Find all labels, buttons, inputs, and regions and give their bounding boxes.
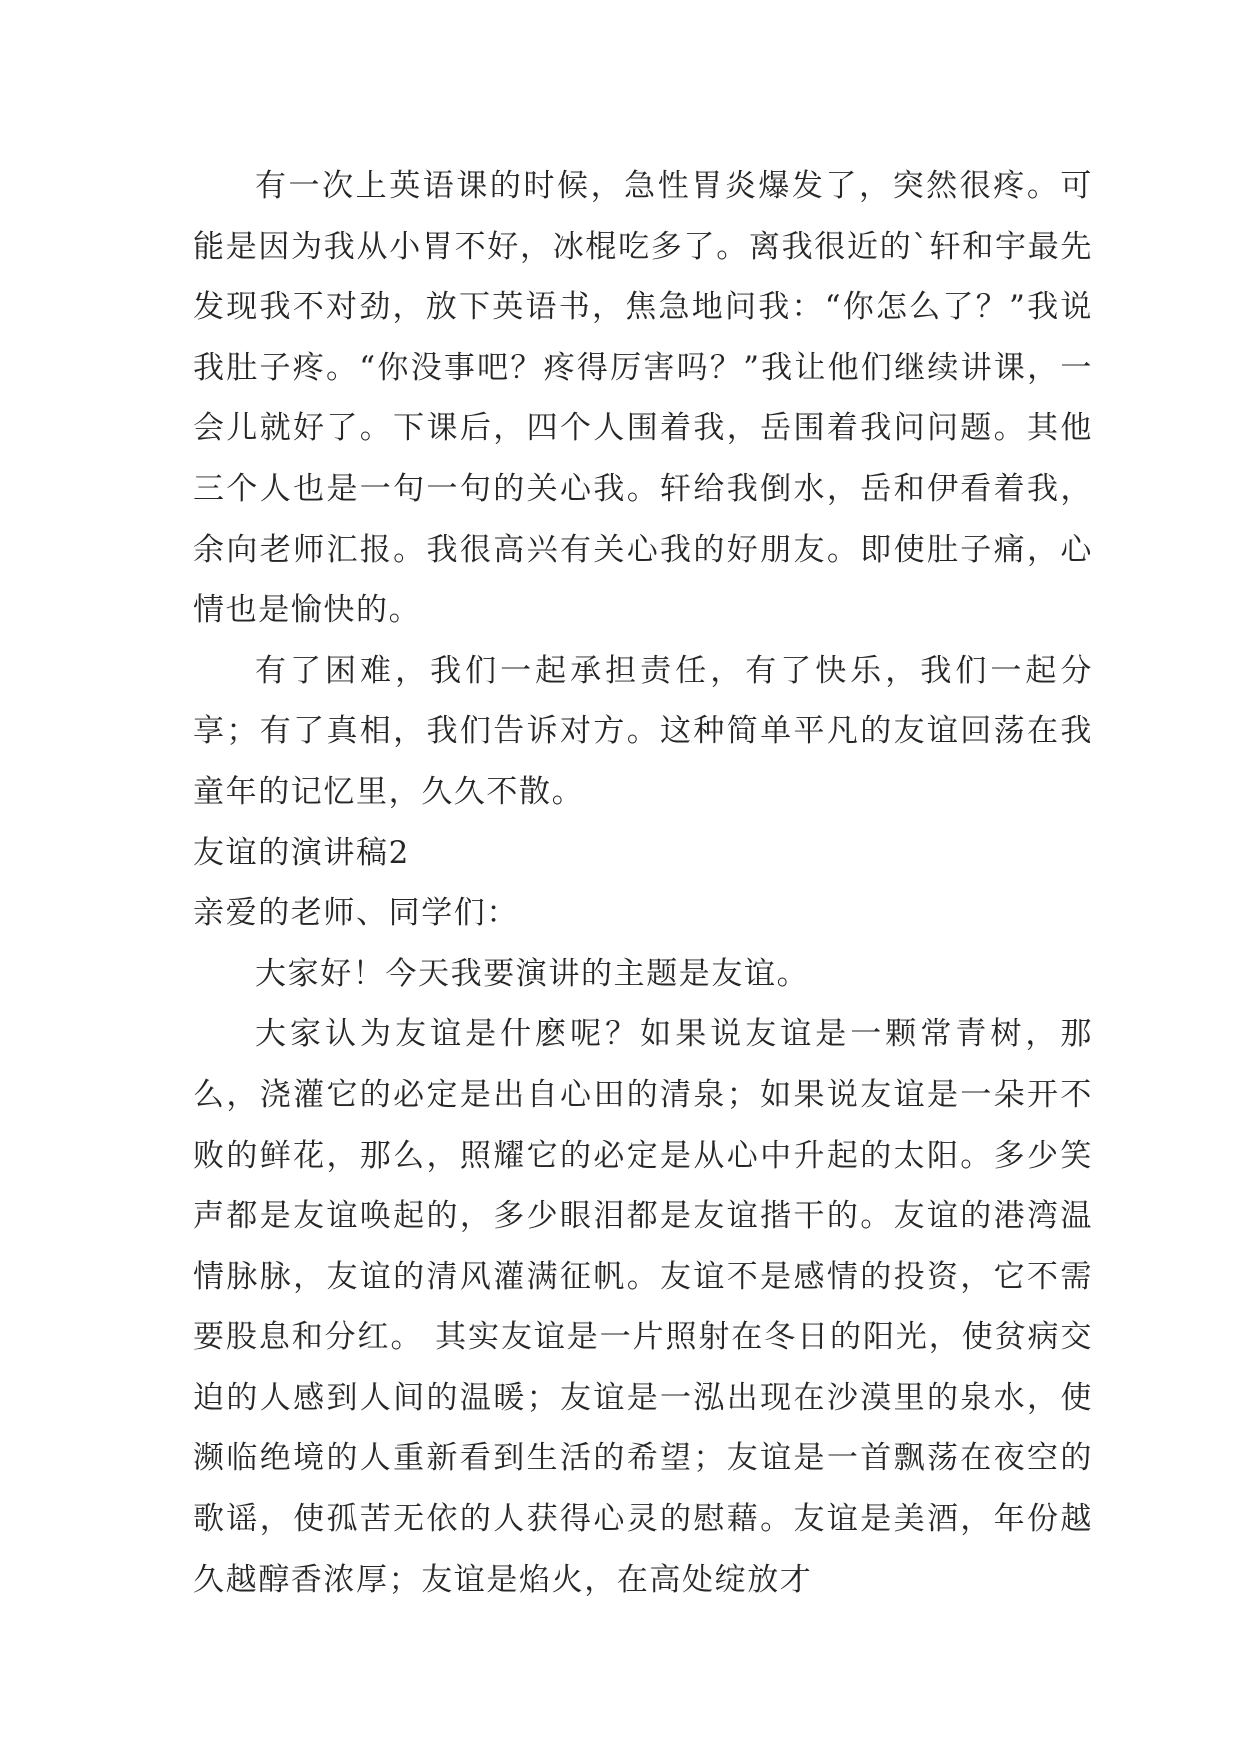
salutation: 亲爱的老师、同学们： [193, 895, 519, 932]
paragraph-greeting: 大家好！今天我要演讲的主题是友谊。 [255, 955, 810, 992]
section-heading: 友谊的演讲稿2 [193, 834, 410, 871]
document-body [193, 156, 1093, 1610]
paragraph-sharing: 有了困难，我们一起承担责任，有了快乐，我们一起分享；有了真相，我们告诉对方。这种简单平凡的友谊回荡在我童年的记忆里，久久不散。 [193, 652, 1093, 810]
paragraph-stomach-story: 有一次上英语课的时候，急性胃炎爆发了，突然很疼。可能是因为我从小胃不好，冰棍吃多了。离我很近的`轩和宇最先发现我不对劲，放下英语书，焦急地问我：“你怎么了？”我说我肚子疼。“你没事吧？疼得厉害吗？”我让他们继续讲课，一会儿就好了。下课后，四个人围着我，岳围着我问问题。其他三个人也是一句一句的关心我。轩给我倒水，岳和伊看着我，余向老师汇报。我很高兴有关心我的好朋友。即使肚子痛，心情也是愉快的。 [193, 168, 1093, 629]
paragraph-friendship-speech: 大家认为友谊是什麽呢？如果说友谊是一颗常青树，那么，浇灌它的必定是出自心田的清泉；如果说友谊是一朵开不败的鲜花，那么，照耀它的必定是从心中升起的太阳。多少笑声都是友谊唤起的，多少眼泪都是友谊揩干的。友谊的港湾温情脉脉，友谊的清风灌满征帆。友谊不是感情的投资，它不需要股息和分红。 其实友谊是一片照射在冬日的阳光，使贫病交迫的人感到人间的温暖；友谊是一泓出现在沙漠里的泉水，使濒临绝境的人重新看到生活的希望；友谊是一首飘荡在夜空的歌谣，使孤苦无依的人获得心灵的慰藉。友谊是美酒，年份越久越醇香浓厚；友谊是焰火，在高处绽放才 [193, 1016, 1093, 1598]
